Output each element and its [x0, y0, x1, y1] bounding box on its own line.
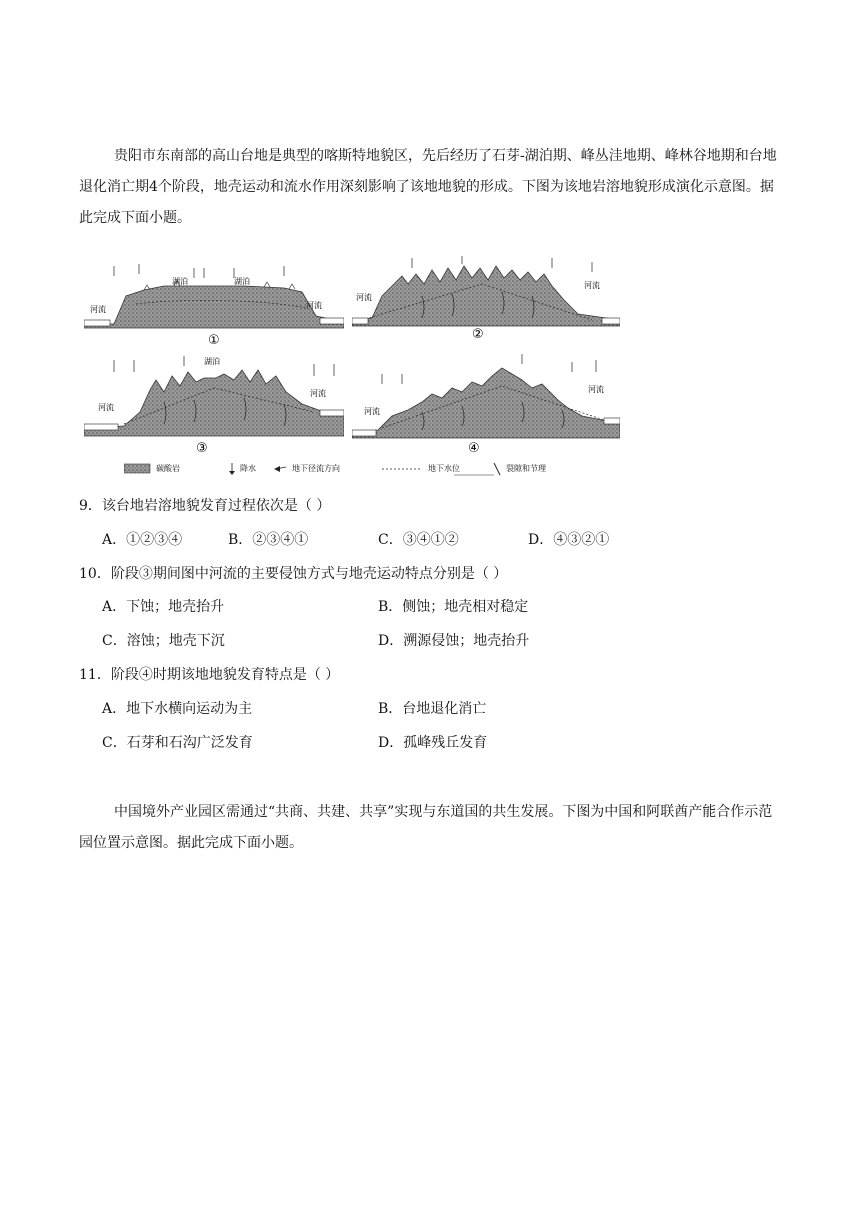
q11-option-a[interactable]: A．地下水横向运动为主 [102, 701, 253, 717]
legend-fissures: 裂隙和节理 [506, 464, 546, 473]
q9-option-b[interactable]: B．②③④① [228, 532, 309, 548]
q11-option-c[interactable]: C．石芽和石沟广泛发育 [102, 735, 253, 751]
legend-carbonate-rock: 碳酸岩 [156, 464, 180, 473]
passage-1: 贵阳市东南部的高山台地是典型的喀斯特地貌区，先后经历了石芽-湖泊期、峰丛洼地期、峰林谷地期和台地退化消亡期4个阶段，地壳运动和流水作用深刻影响了该地地貌的形成。下图为该地岩溶地貌形成演化示意图。据此完成下面小题。 [79, 148, 777, 226]
label-lake: 湖泊 [172, 277, 188, 286]
label-river: 河流 [588, 385, 604, 394]
figure-legend [124, 461, 614, 477]
legend-groundwater-flow: 地下径流方向 [292, 464, 340, 473]
q9-option-d[interactable]: D．④③②① [528, 532, 610, 548]
panel-2 [352, 256, 620, 348]
panel-3 [84, 352, 344, 458]
panel-number: ③ [196, 441, 208, 456]
label-river: 河流 [98, 403, 114, 412]
label-river: 河流 [364, 407, 380, 416]
passage-2: 中国境外产业园区需通过“共商、共建、共享”实现与东道国的共生发展。下图为中国和阿联酋产能合作示范园位置示意图。据此完成下面小题。 [79, 804, 773, 851]
q10-option-b[interactable]: B．侧蚀；地壳相对稳定 [378, 599, 529, 615]
label-river: 河流 [306, 301, 322, 310]
question-11: 11．阶段④时期该地地貌发育特点是（ ） [79, 667, 340, 683]
q10-option-d[interactable]: D．溯源侵蚀；地壳抬升 [378, 633, 530, 649]
panel-1 [84, 256, 344, 348]
q11-option-d[interactable]: D．孤峰残丘发育 [378, 735, 488, 751]
legend-precipitation: 降水 [240, 464, 256, 473]
panel-number: ① [208, 333, 220, 348]
q10-option-c[interactable]: C．溶蚀；地壳下沉 [102, 633, 225, 649]
q9-option-c[interactable]: C．③④①② [378, 532, 459, 548]
q9-option-a[interactable]: A．①②③④ [102, 532, 183, 548]
label-river: 河流 [584, 281, 600, 290]
panel-number: ② [472, 327, 484, 342]
label-river: 河流 [90, 305, 106, 314]
q11-option-b[interactable]: B．台地退化消亡 [378, 701, 487, 717]
question-9: 9．该台地岩溶地貌发育过程依次是（ ） [79, 498, 331, 514]
question-10: 10．阶段③期间图中河流的主要侵蚀方式与地壳运动特点分别是（ ） [79, 566, 508, 582]
label-river: 河流 [310, 389, 326, 398]
panel-4 [352, 352, 620, 458]
q10-option-a[interactable]: A．下蚀；地壳抬升 [102, 599, 225, 615]
label-river: 河流 [356, 293, 372, 302]
karst-evolution-figure [84, 256, 620, 478]
legend-water-table: 地下水位 [428, 464, 460, 473]
label-lake: 湖泊 [204, 357, 220, 366]
panel-number: ④ [468, 441, 480, 456]
label-lake: 湖泊 [234, 277, 250, 286]
